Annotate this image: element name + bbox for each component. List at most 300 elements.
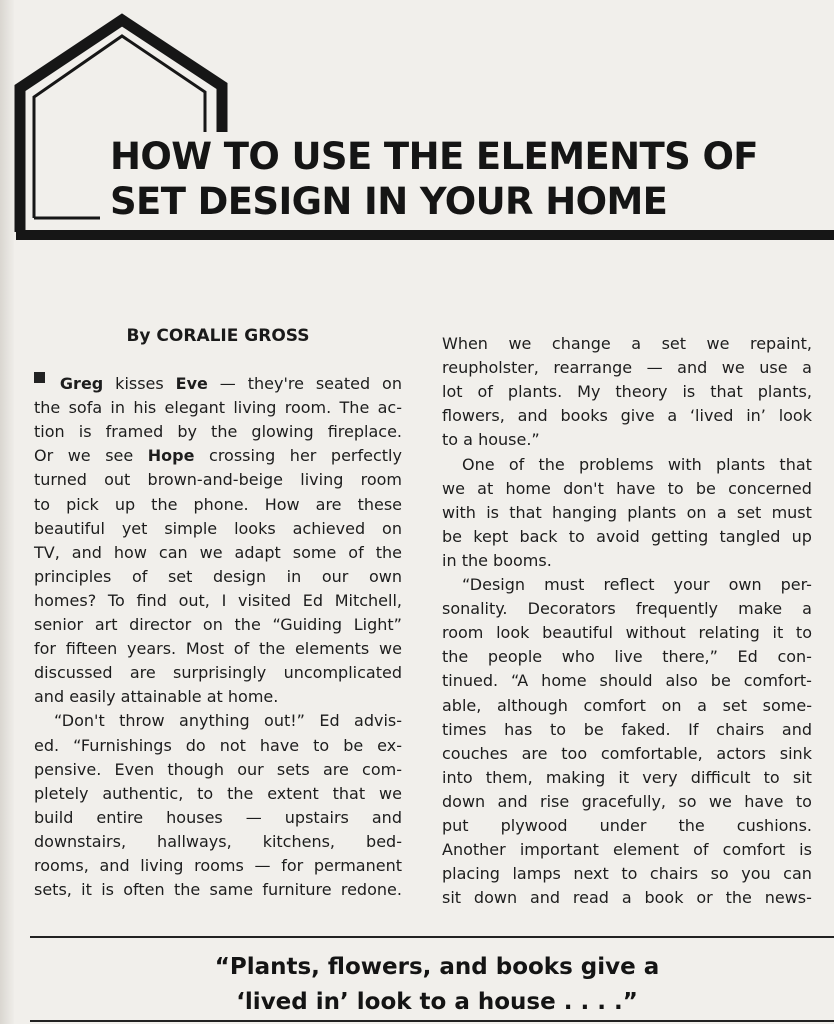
text-line [34,589,402,613]
word: discussed [34,663,113,683]
word: flowers, [442,406,505,426]
word: our [321,566,349,586]
word: to [313,735,330,755]
word: a [697,695,707,715]
word: you [741,864,771,884]
word: a [463,430,473,450]
word: make [738,599,783,619]
text-line [442,477,812,501]
word: avoid [596,526,640,546]
word: room [442,623,484,643]
text-line [34,854,402,878]
word: these [357,494,402,514]
word: kept [473,526,509,546]
word: comfort- [743,671,812,691]
word: per- [780,575,812,594]
word: design [213,566,267,586]
word: fireplace. [327,422,402,442]
word: that [779,454,812,474]
word: at [477,478,494,498]
word: important [519,840,599,860]
word: Hope [147,446,195,466]
word: Even [114,759,155,779]
word: Decorators [527,599,616,619]
text-line [442,549,812,573]
word: living [233,398,277,418]
text-line [34,493,402,517]
pull-quote [40,950,834,1020]
word: sets [276,759,310,779]
word: do [185,735,206,755]
word: the [725,888,752,908]
word: living [300,470,344,490]
word: pick [66,494,99,514]
word: senior [34,615,84,634]
word: cushions. [736,816,812,835]
word: yet [121,518,148,538]
word: — [254,856,271,875]
word: with [442,502,476,522]
word: theory [615,382,668,402]
word: the [258,639,286,659]
word: with [667,454,702,474]
word: on [382,518,402,538]
word: use [759,358,788,378]
word: own [728,575,762,594]
word: to [197,783,214,803]
word: faked. [621,719,671,739]
word: must [771,502,812,522]
word: that [710,382,743,402]
text-line [34,372,402,396]
pull-quote-rule-bottom [30,1020,834,1022]
word: home [505,478,551,498]
word: the [227,783,254,803]
word: news- [764,888,812,908]
word: authentic, [102,783,184,803]
word: by [177,422,197,442]
word: to [621,864,638,884]
word: Another [442,840,506,860]
word: throw [119,711,165,731]
word: element [612,840,679,860]
word: be [442,526,462,546]
word: tinued. [442,671,499,691]
word: comfort [583,695,646,715]
word: there,” [662,647,718,667]
word: we [708,791,732,811]
word: also [665,671,698,691]
word: the [461,550,488,570]
word: looks [234,518,276,538]
text-line [34,541,402,565]
word: One [462,454,495,474]
word: booms. [493,550,552,570]
word: Ed [319,711,340,731]
word: anything [179,711,250,731]
word: director [129,615,192,634]
word: con- [777,647,812,667]
text-line [34,517,402,541]
word: people [487,647,543,667]
word: — [245,807,262,827]
word: on [202,615,223,634]
word: set [661,334,687,353]
word: not [219,735,246,755]
word: extent [267,783,319,803]
word: sit [792,767,812,787]
word: for [281,856,304,875]
word: seated [315,374,371,393]
text-line [34,685,402,709]
word: “Guiding [272,615,343,634]
word: of [233,639,250,659]
word: pensive. [34,759,102,779]
word: and [34,687,65,707]
text-line [34,468,402,492]
text-line [34,396,402,420]
word: kitchens, [262,831,336,851]
word: Light” [353,615,402,634]
word: is [486,502,499,522]
word: and [517,406,548,426]
word: Greg [59,374,104,393]
word: “A [511,671,529,691]
word: the [151,494,178,514]
text-line [442,838,812,862]
word: don't [563,478,604,498]
word: same [209,880,254,900]
word: advis- [354,711,402,731]
word: simple [164,518,218,538]
text-line [34,734,402,758]
word: plants. [507,382,563,402]
word: placing [442,864,500,884]
word: are [322,759,349,779]
word: hallways, [157,831,232,851]
word: entire [96,807,144,827]
word: plants [627,502,677,522]
text-line [442,404,812,428]
word: ‘lived [689,406,734,426]
text-line [442,886,812,910]
word: “Furnishings [73,735,172,755]
word: easily [69,687,116,707]
text-line [442,694,812,718]
word: the [538,454,565,474]
word: attainable [120,687,202,707]
word: a [802,599,812,619]
word: often [123,880,165,900]
text-line [34,878,402,902]
word: so [678,791,697,811]
word: on [661,695,682,715]
word: The [339,398,370,418]
word: tangled [719,526,781,546]
headline-rule [16,230,834,240]
text-line [442,380,812,404]
word: gracefully, [581,791,667,811]
word: able, [442,695,482,715]
word: glowing [251,422,314,442]
word: room [360,470,402,490]
word: of [477,382,493,402]
word: Ed [737,647,758,667]
word: back [519,526,558,546]
word: art [94,615,118,634]
word: to [667,478,684,498]
word: some [292,542,337,562]
word: When [442,334,488,353]
text-line [442,621,812,645]
word: are [521,743,548,763]
word: are [315,494,342,514]
text-line [442,790,812,814]
word: “Design [462,575,526,594]
word: live [614,647,643,667]
word: homes? [34,590,97,610]
word: set [167,566,193,586]
word: pletely [34,783,89,803]
word: rise [540,791,570,811]
word: is [78,422,92,442]
word: be [695,478,716,498]
word: we [378,783,402,803]
word: a [631,334,642,353]
word: making [545,767,606,787]
word: out [104,470,131,490]
word: Ed [302,590,323,610]
word: sink [779,743,812,763]
text-line [442,669,812,693]
word: on [686,502,707,522]
text-line [442,597,812,621]
word: the [375,542,402,562]
text-line [34,613,402,637]
word: give [620,406,655,426]
word: room. [284,398,332,418]
word: our [237,759,264,779]
word: ex- [377,735,402,755]
word: home [541,671,587,691]
word: beautiful [542,623,613,643]
word: ed. [34,735,60,755]
word: a [621,888,632,908]
text-line [34,565,402,589]
text-line [442,428,812,452]
word: is [682,382,696,402]
word: is [799,840,812,860]
word: of [348,542,364,562]
word: difficult [690,767,751,787]
word: TV, [34,542,60,562]
word: kisses [115,374,164,393]
word: set [736,502,762,522]
word: rearrange [553,358,633,378]
word: principles [34,566,112,586]
word: and [677,358,708,378]
word: on [382,374,402,393]
word: living [140,856,184,875]
text-line [442,525,812,549]
word: too [561,743,588,763]
paragraph-bullet-icon [34,372,45,383]
word: repaint, [749,334,812,353]
word: sofa [68,398,103,418]
word: change [551,334,611,353]
text-line [442,501,812,525]
word: chairs [649,864,699,884]
word: for [34,639,56,659]
word: chairs [716,719,765,739]
word: hanging [551,502,617,522]
word: the [34,398,61,418]
word: reupholster, [442,358,539,378]
word: a [802,358,812,378]
word: home. [227,687,279,707]
word: elegant [164,398,226,418]
article-headline [110,134,834,224]
word: lamps [512,864,561,884]
text-line [34,444,402,468]
word: getting [650,526,709,546]
word: down [473,888,518,908]
headline-line-2: SET DESIGN IN YOUR HOME [110,180,668,223]
word: in [442,550,457,570]
text-line [442,332,812,356]
word: be [343,735,364,755]
text-line [34,758,402,782]
word: them, [485,767,533,787]
word: in [110,398,126,418]
word: that [509,502,542,522]
word: down [442,791,486,811]
word: rooms, [34,856,89,875]
word: plywood [500,816,568,835]
word: although [496,695,568,715]
word: actors [716,743,766,763]
word: visited [238,590,291,610]
text-line [462,573,812,597]
word: to [34,494,51,514]
word: fifteen [65,639,118,659]
byline: By CORALIE GROSS [126,326,310,346]
word: his [133,398,157,418]
word: it [618,767,630,787]
word: find [136,590,167,610]
text-line [54,709,402,733]
word: look [496,623,530,643]
text-line [442,766,812,790]
word: — [219,374,236,393]
text-line [442,862,812,886]
word: rooms [194,856,244,875]
word: problems [579,454,654,474]
word: up [791,526,812,546]
word: into [442,767,473,787]
word: they're [247,374,304,393]
word: and [371,807,402,827]
word: and [497,791,528,811]
word: Eve [175,374,208,393]
word: book [644,888,684,908]
word: the [211,422,238,442]
word: surprisingly [173,663,267,683]
word: How [264,494,300,514]
word: must [544,575,585,594]
word: upstairs [284,807,349,827]
word: we [379,639,402,659]
text-line [34,420,402,444]
word: have [259,735,300,755]
word: relating [698,623,760,643]
word: turned [34,470,87,490]
word: have [744,791,784,811]
text-line [34,637,402,661]
word: crossing [209,446,276,466]
word: My [577,382,601,402]
word: set [722,695,748,715]
word: uncomplicated [283,663,402,683]
word: sit [442,888,462,908]
word: how [113,542,147,562]
word: and [99,856,130,875]
word: put [442,816,469,835]
word: concerned [728,478,812,498]
word: the [678,816,705,835]
word: without [625,623,686,643]
word: couches [442,743,508,763]
word: we [199,542,223,562]
word: we [706,334,730,353]
word: — [646,358,663,378]
word: look [778,406,812,426]
word: the [442,647,469,667]
word: permanent [313,856,402,875]
word: we [67,446,91,466]
pull-quote-line-1: “Plants, flowers, and books give a [214,954,660,980]
pull-quote-rule-top [30,936,834,938]
word: be [583,719,604,739]
word: frequently [635,599,719,619]
word: it [81,880,92,900]
text-line [462,453,812,477]
word: redone. [340,880,402,900]
word: or [696,888,713,908]
word: ac- [377,398,402,418]
word: Or [34,446,54,466]
text-line [442,718,812,742]
word: up [114,494,136,514]
word: a [667,406,678,426]
pull-quote-line-2: ‘lived in’ look to a house . . . .” [236,989,638,1015]
word: very [642,767,678,787]
word: and [71,542,102,562]
word: are [129,663,156,683]
text-line [442,742,812,766]
word: can [158,542,188,562]
word: build [34,807,74,827]
word: though [167,759,224,779]
word: and [529,888,561,908]
word: To [107,590,125,610]
word: adapt [234,542,281,562]
word: we [442,478,465,498]
word: to [442,430,459,450]
word: “Don't [54,711,105,731]
word: house.” [478,430,540,450]
text-line [34,661,402,685]
